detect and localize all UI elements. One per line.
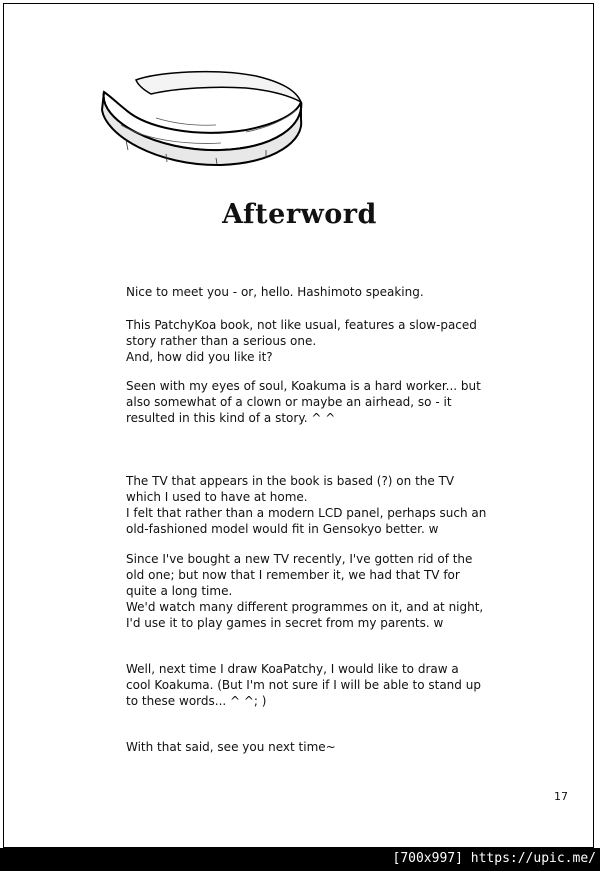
text-line: which I used to have at home. xyxy=(126,490,308,504)
text-line: story rather than a serious one. xyxy=(126,334,317,348)
text-line: We'd watch many different programmes on it, and at night, xyxy=(126,600,484,614)
text-line: Nice to meet you - or, hello. Hashimoto speaking. xyxy=(126,285,424,299)
text-line: I'd use it to play games in secret from my parents. w xyxy=(126,616,444,630)
footer-bar xyxy=(0,848,600,871)
text-line: to these words... ^ ^; ) xyxy=(126,694,267,708)
text-line: Since I've bought a new TV recently, I've gotten rid of the xyxy=(126,552,473,566)
paragraph-3 xyxy=(126,378,481,426)
page-title: Afterword xyxy=(222,199,377,230)
ring-illustration xyxy=(96,70,311,170)
paragraph-6 xyxy=(126,661,481,709)
text-line: The TV that appears in the book is based (?) on the TV xyxy=(126,474,455,488)
text-line: Seen with my eyes of soul, Koakuma is a hard worker... but xyxy=(126,379,481,393)
text-line: Well, next time I draw KoaPatchy, I would like to draw a xyxy=(126,662,459,676)
text-line: This PatchyKoa book, not like usual, features a slow-paced xyxy=(126,318,477,332)
image-host-stamp: [700x997] https://upic.me/ xyxy=(392,851,596,866)
page-frame xyxy=(3,3,594,848)
text-line: With that said, see you next time~ xyxy=(126,740,336,754)
text-line: I felt that rather than a modern LCD panel, perhaps such an xyxy=(126,506,487,520)
paragraph-1 xyxy=(126,284,466,300)
text-line: resulted in this kind of a story. ^ ^ xyxy=(126,411,336,425)
paragraph-2 xyxy=(126,317,477,365)
text-line: old one; but now that I remember it, we had that TV for xyxy=(126,568,460,582)
text-line: old-fashioned model would fit in Gensokyo better. w xyxy=(126,522,439,536)
text-line: And, how did you like it? xyxy=(126,350,273,364)
text-line: cool Koakuma. (But I'm not sure if I will be able to stand up xyxy=(126,678,481,692)
page-number: 17 xyxy=(554,790,568,803)
text-line: also somewhat of a clown or maybe an airhead, so - it xyxy=(126,395,452,409)
paragraph-7 xyxy=(126,739,466,755)
paragraph-5 xyxy=(126,551,484,631)
paragraph-4 xyxy=(126,473,487,537)
text-line: quite a long time. xyxy=(126,584,233,598)
